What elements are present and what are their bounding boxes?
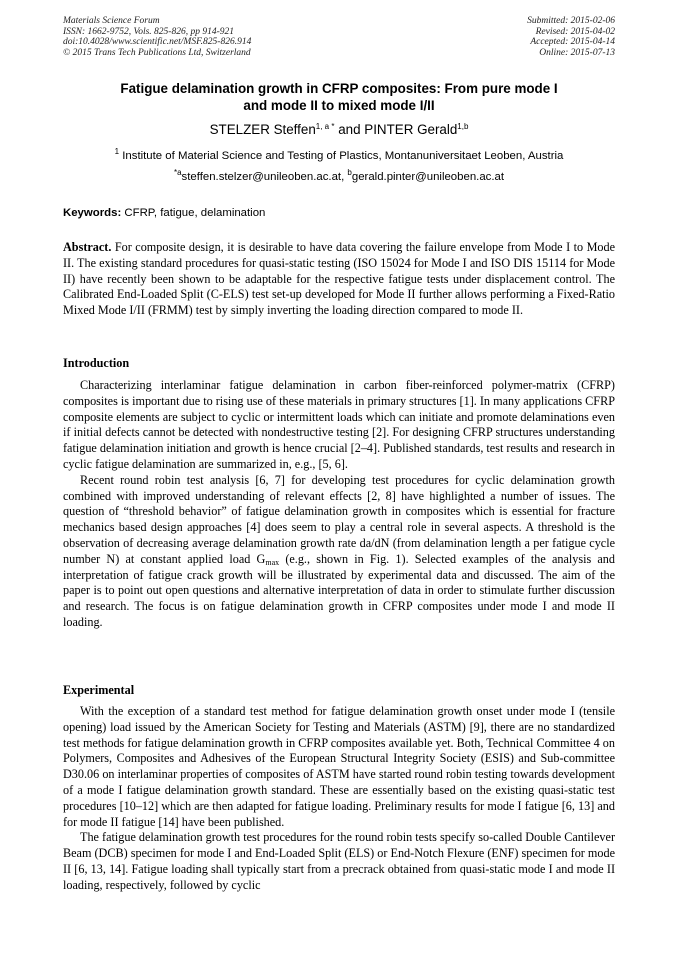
keywords-text: CFRP, fatigue, delamination	[121, 207, 266, 219]
accepted-date: Accepted: 2015-04-14	[530, 37, 615, 47]
copyright-line: © 2015 Trans Tech Publications Ltd, Switzerland	[63, 47, 251, 58]
affiliation-text: Institute of Material Science and Testing of Plastics, Montanuniversitaet Leoben, Austria	[119, 150, 564, 162]
email-b[interactable]: gerald.pinter@unileoben.ac.at	[351, 171, 505, 183]
author-2-superscript: 1,b	[457, 122, 469, 131]
email-b-superscript: b	[347, 168, 352, 177]
experimental-paragraph-2: The fatigue delamination growth test procedures for the round robin tests specify so-called Double Cantilever Beam (DCB) specimen for mode I and End-Loaded Split (ELS) or End-Notch Flexure (ENF) specimen for mode II [6, 13, 14]. Fatigue loading shall typically start from a precrack obtained from quasi-static mode I and mode II loading, respectively, followed by cyclic	[63, 830, 615, 892]
submitted-date: Submitted: 2015-02-06	[527, 16, 615, 26]
author-2: PINTER Gerald	[364, 122, 458, 137]
publication-dates	[527, 16, 615, 58]
experimental-heading: Experimental	[63, 683, 135, 697]
email-a[interactable]: steffen.stelzer@unileoben.ac.at,	[181, 171, 348, 183]
keywords-label: Keywords:	[63, 207, 122, 219]
introduction-paragraph-2	[63, 473, 615, 631]
paper-title	[63, 80, 615, 114]
issn-line: ISSN: 1662-9752, Vols. 825-826, pp 914-921	[63, 26, 234, 37]
journal-info	[63, 16, 251, 58]
abstract-text: For composite design, it is desirable to have data covering the failure envelope from Mode I to Mode II. The existing standard procedures for quasi-static testing (ISO 15024 for Mode I and ISO DIS 15114 for Mode II) have recently been shown to be adaptable for the respective fatigue tests under displacement control. The Calibrated End-Loaded Split (C-ELS) test set-up developed for Mode II further allows performing a Fixed-Ratio Mixed Mode I/II (FRMM) test by simply inverting the loading direction compared to mode II.	[63, 240, 615, 318]
affiliation	[63, 149, 615, 164]
author-separator: and	[334, 122, 365, 137]
keywords	[63, 206, 615, 221]
journal-name: Materials Science Forum	[63, 16, 160, 26]
author-1-superscript: 1, a *	[315, 122, 335, 131]
author-1: STELZER Steffen	[209, 122, 316, 137]
revised-date: Revised: 2015-04-02	[535, 26, 615, 37]
introduction-paragraph-2-part-2: (e.g., shown in Fig. 1). Selected examples of the analysis and interpretation of fatigue crack growth will be illustrated by experimental data and discussed. The aim of the paper is to point out open questions and alternative interpretation of data in order to stimulate further discussion and research. The focus is on fatigue delamination growth in CFRP composites under mode I and mode II loading.	[63, 551, 615, 629]
title-line-2: and mode II to mixed mode I/II	[243, 98, 435, 113]
online-date: Online: 2015-07-13	[539, 47, 615, 58]
affiliation-superscript: 1	[114, 147, 120, 156]
email-a-superscript: *a	[173, 168, 182, 177]
introduction-paragraph-2-part-1: Recent round robin test analysis [6, 7] for developing test procedures for cyclic delamination growth combined with improved understanding of relevant effects [2, 8] have highlighted a number of issues. The question of “threshold behavior” of fatigue delamination growth in composites which is essential for fracture mechanics based design approaches [4] does seem to play a central role in several aspects. A threshold is the observation of decreasing average delamination growth rate da/dN (from delamination length a per fatigue cycle number N) at constant applied load G	[63, 472, 615, 566]
author-list	[63, 121, 615, 139]
experimental-body	[63, 704, 615, 894]
introduction-heading: Introduction	[63, 356, 130, 370]
abstract	[63, 240, 615, 319]
gmax-subscript: max	[265, 557, 280, 567]
email-line	[63, 170, 615, 185]
introduction-body	[63, 378, 615, 631]
introduction-paragraph-1: Characterizing interlaminar fatigue delamination in carbon fiber-reinforced polymer-matrix (CFRP) composites is important due to rising use of these materials in primary structures [1]. In many applications CFRP composite elements are subject to cyclic or intermittent loads which can initiate and promote delaminations even if initial defects cannot be detected with nondestructive testing [2]. For designing CFRP structures understanding fatigue delamination initiation and growth is hence crucial [2–4]. Published standards, test results and research in cyclic fatigue delamination are summarized in, e.g., [5, 6].	[63, 378, 616, 471]
title-line-1: Fatigue delamination growth in CFRP composites: From pure mode I	[120, 81, 558, 96]
experimental-paragraph-1: With the exception of a standard test method for fatigue delamination growth onset under mode I (tensile opening) load issued by the American Society for Testing and Materials (ASTM) [9], there are no standardized test methods for fatigue delamination growth in CFRP composites available yet. Both, Technical Committee 4 on Polymers, Composites and Adhesives of the European Structural Integrity Society (ESIS) and Sub-committee D30.06 on interlaminar properties of composites of ASTM have started round robin testing towards development of a mode I fatigue delamination growth standard. These are essentially based on the existing quasi-static test procedures [10–12] which are then adapted for fatigue loading. Preliminary results for mode I fatigue [6, 13] and for mode II fatigue [14] have been published.	[63, 704, 615, 829]
doi-line: doi:10.4028/www.scientific.net/MSF.825-826.914	[63, 37, 252, 47]
abstract-label: Abstract.	[63, 240, 112, 254]
